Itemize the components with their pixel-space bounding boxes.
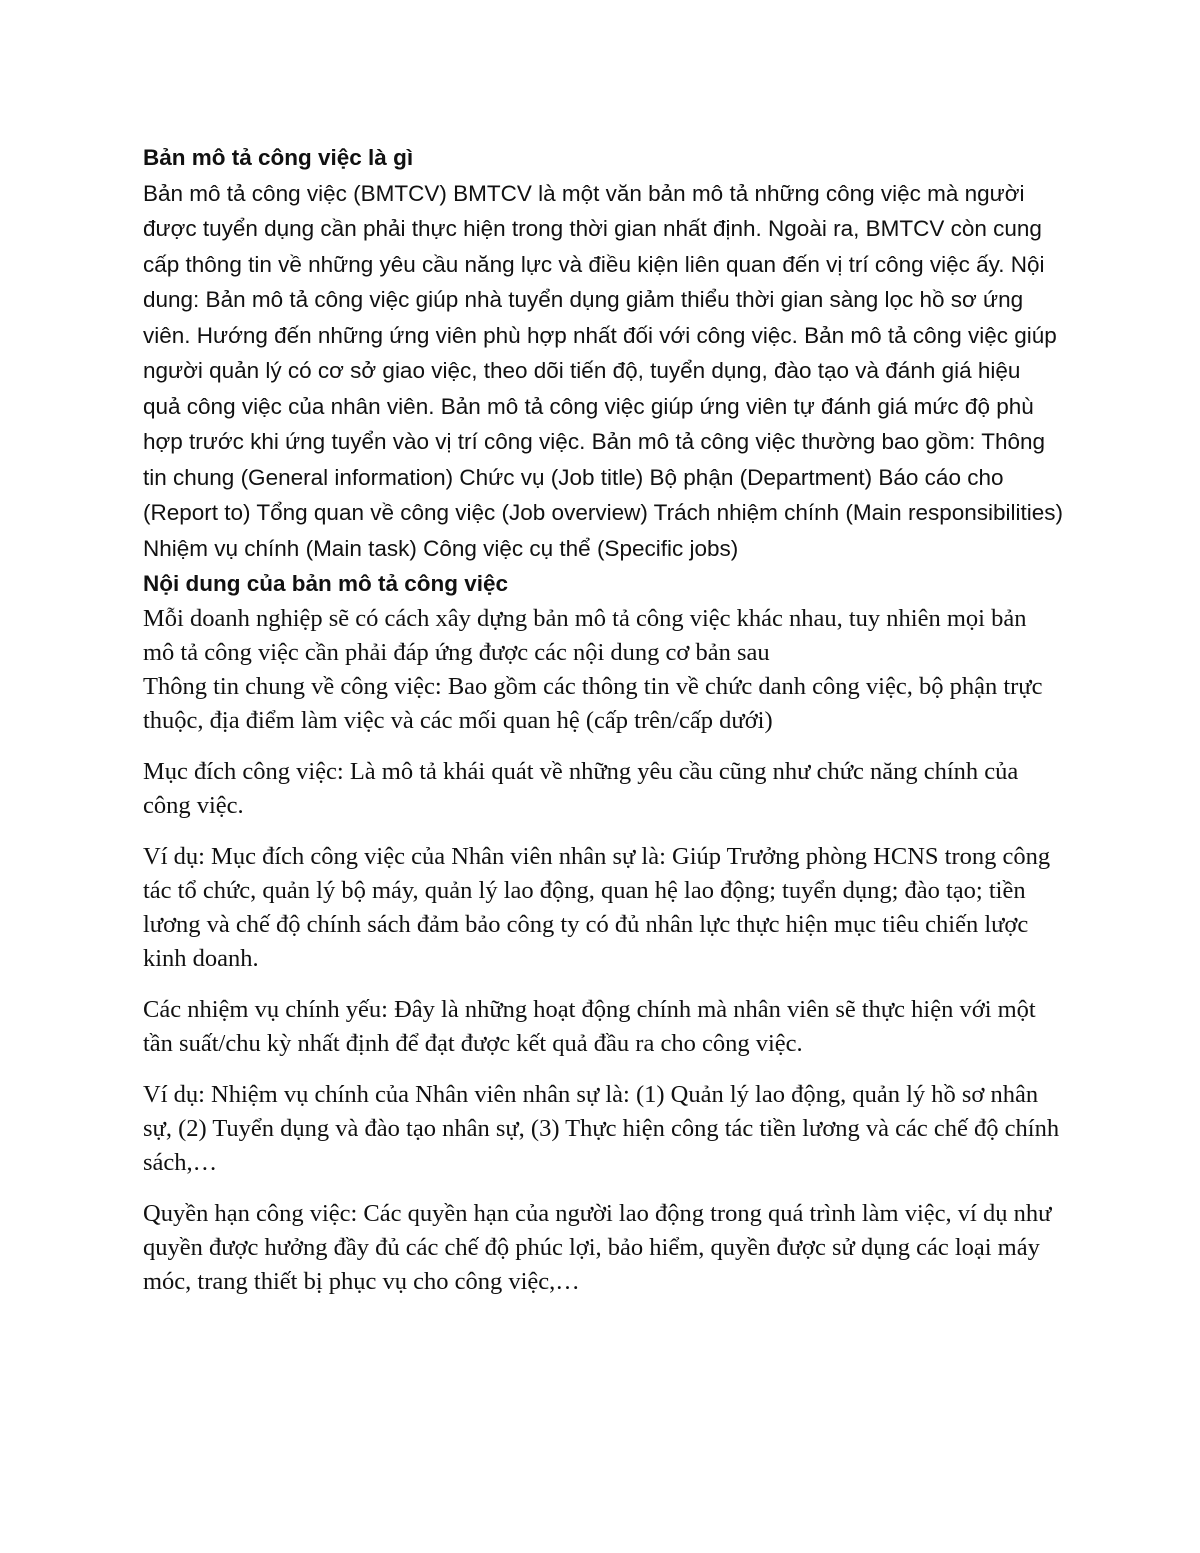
paragraph-purpose-example: Ví dụ: Mục đích công việc của Nhân viên nhân sự là: Giúp Trưởng phòng HCNS trong công tác tổ chức, quản lý bộ máy, quản lý lao động, quan hệ lao động; tuyển dụng; đào tạo; tiền lương và chế độ chính sách đảm bảo công ty có đủ nhân lực thực hiện mục tiêu chiến lược kinh doanh. [143, 842, 1051, 972]
paragraph-job-authority: Quyền hạn công việc: Các quyền hạn của người lao động trong quá trình làm việc, ví dụ như quyền được hưởng đầy đủ các chế độ phúc lợi, bảo hiểm, quyền được sử dụng các loại máy móc, trang thiết bị phục vụ cho công việc,… [143, 1199, 1052, 1295]
paragraph-general-info: Thông tin chung về công việc: Bao gồm các thông tin về chức danh công việc, bộ phận trực thuộc, địa điểm làm việc và các mối quan hệ (cấp trên/cấp dưới) [143, 672, 1043, 734]
paragraph-job-purpose: Mục đích công việc: Là mô tả khái quát về những yêu cầu cũng như chức năng chính của công việc. [143, 757, 1019, 819]
section2-heading: Nội dung của bản mô tả công việc [143, 571, 509, 596]
document-content [143, 140, 1063, 1316]
section1-body: Bản mô tả công việc (BMTCV) BMTCV là một văn bản mô tả những công việc mà người được tuyển dụng cần phải thực hiện trong thời gian nhất định. Ngoài ra, BMTCV còn cung cấp thông tin về những yêu cầu năng lực và điều kiện liên quan đến vị trí công việc ấy. Nội dung: Bản mô tả công việc giúp nhà tuyển dụng giảm thiểu thời gian sàng lọc hồ sơ ứng viên. Hướng đến những ứng viên phù hợp nhất đối với công việc. Bản mô tả công việc giúp người quản lý có cơ sở giao việc, theo dõi tiến độ, tuyển dụng, đào tạo và đánh giá hiệu quả công việc của nhân viên. Bản mô tả công việc giúp ứng viên tự đánh giá mức độ phù hợp trước khi ứng tuyển vào vị trí công việc. Bản mô tả công việc thường bao gồm: Thông tin chung (General information) Chức vụ (Job title) Bộ phận (Department) Báo cáo cho (Report to) Tổng quan về công việc (Job overview) Trách nhiệm chính (Main responsibilities) Nhiệm vụ chính (Main task) Công việc cụ thể (Specific jobs) [143, 180, 1064, 561]
section2-intro: Mỗi doanh nghiệp sẽ có cách xây dựng bản mô tả công việc khác nhau, tuy nhiên mọi bản mô tả công việc cần phải đáp ứng được các nội dung cơ bản sau [143, 604, 1027, 666]
paragraph-main-tasks: Các nhiệm vụ chính yếu: Đây là những hoạt động chính mà nhân viên sẽ thực hiện với một tần suất/chu kỳ nhất định để đạt được kết quả đầu ra cho công việc. [143, 995, 1036, 1057]
paragraph-tasks-example: Ví dụ: Nhiệm vụ chính của Nhân viên nhân sự là: (1) Quản lý lao động, quản lý hồ sơ nhân sự, (2) Tuyển dụng và đào tạo nhân sự, (3) Thực hiện công tác tiền lương và các chế độ chính sách,… [143, 1080, 1060, 1176]
section1-heading: Bản mô tả công việc là gì [143, 145, 414, 170]
